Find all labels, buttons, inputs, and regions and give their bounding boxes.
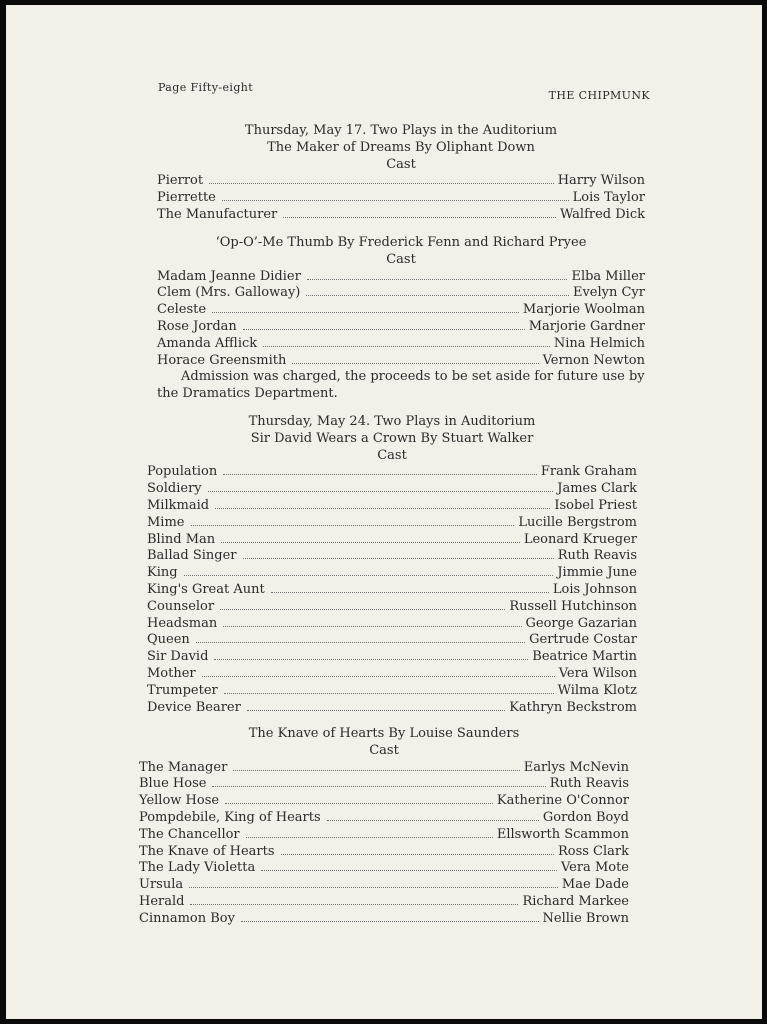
dot-leader (196, 638, 525, 643)
cast-row (139, 911, 629, 928)
actor-name: Elba Miller (571, 268, 645, 284)
actor-name: Frank Graham (540, 464, 637, 480)
cast-row (157, 269, 645, 286)
actor-name: Katherine O'Connor (496, 793, 629, 809)
program-op-o-me-thumb (157, 235, 645, 403)
actor-name: Ruth Reavis (557, 548, 637, 564)
document-page (6, 5, 762, 1019)
dot-leader (190, 900, 518, 905)
cast-list (157, 173, 645, 223)
actor-name: Vera Wilson (558, 665, 637, 681)
actor-name: Lucille Bergstrom (518, 514, 637, 530)
role-name: Blue Hose (139, 776, 207, 792)
role-name: The Lady Violetta (139, 860, 256, 876)
actor-name: Ellsworth Scammon (496, 826, 629, 842)
cast-label: Cast (386, 156, 416, 172)
dot-leader (215, 504, 550, 509)
role-name: Trumpeter (147, 682, 218, 698)
role-name: Headsman (147, 615, 218, 631)
role-name: Pierrette (157, 190, 216, 206)
actor-name: Marjorie Woolman (522, 302, 645, 318)
dot-leader (221, 538, 520, 543)
role-name: Queen (147, 632, 190, 648)
dot-leader (214, 655, 528, 660)
dot-leader (184, 571, 554, 576)
actor-name: Kathryn Beckstrom (509, 699, 637, 715)
cast-row (157, 319, 645, 336)
role-name: Cinnamon Boy (139, 910, 235, 926)
program-sir-david (147, 414, 637, 716)
actor-name: Walfred Dick (559, 206, 645, 222)
cast-label: Cast (386, 251, 416, 267)
dot-leader (223, 622, 521, 627)
cast-list (147, 464, 637, 716)
program-date-heading: Thursday, May 24. Two Plays in Auditorium (248, 414, 536, 429)
cast-row (147, 464, 637, 481)
role-name: King (147, 565, 178, 581)
dot-leader (292, 359, 538, 364)
role-name: Soldiery (147, 481, 202, 497)
cast-label: Cast (377, 447, 407, 463)
cast-row (147, 700, 637, 717)
actor-name: James Clark (557, 481, 637, 497)
cast-row (157, 207, 645, 224)
actor-name: Harry Wilson (557, 173, 645, 189)
dot-leader (307, 275, 568, 280)
role-name: Celeste (157, 302, 207, 318)
cast-row (147, 481, 637, 498)
cast-row (139, 776, 629, 793)
program-knave-of-hearts (139, 726, 629, 928)
cast-row (139, 793, 629, 810)
cast-row (139, 827, 629, 844)
actor-name: Gertrude Costar (529, 632, 637, 648)
actor-name: Earlys McNevin (523, 759, 629, 775)
cast-row (147, 498, 637, 515)
cast-row (147, 683, 637, 700)
actor-name: Beatrice Martin (532, 649, 637, 665)
program-date-heading: Thursday, May 17. Two Plays in the Auditorium (244, 123, 558, 138)
cast-row (147, 565, 637, 582)
role-name: Ballad Singer (147, 548, 237, 564)
cast-row (147, 649, 637, 666)
play-title: Sir David Wears a Crown By Stuart Walker (250, 430, 534, 446)
dot-leader (271, 588, 549, 593)
role-name: The Chancellor (139, 826, 240, 842)
cast-label: Cast (369, 742, 399, 758)
role-name: Rose Jordan (157, 318, 237, 334)
cast-row (157, 302, 645, 319)
cast-row (157, 173, 645, 190)
actor-name: Jimmie June (557, 565, 637, 581)
actor-name: Vera Mote (560, 860, 629, 876)
dot-leader (209, 179, 554, 184)
role-name: The Knave of Hearts (139, 843, 275, 859)
dot-leader (223, 470, 537, 475)
actor-name: Nina Helmich (553, 335, 645, 351)
dot-leader (247, 706, 505, 711)
cast-row (147, 532, 637, 549)
actor-name: Nellie Brown (542, 910, 629, 926)
play-title: The Knave of Hearts By Louise Saunders (248, 726, 520, 741)
dot-leader (246, 833, 493, 838)
role-name: Counselor (147, 598, 215, 614)
actor-name: Wilma Klotz (557, 682, 637, 698)
dot-leader (327, 816, 539, 821)
cast-row (147, 666, 637, 683)
role-name: King's Great Aunt (147, 581, 265, 597)
dot-leader (283, 213, 556, 218)
dot-leader (212, 308, 519, 313)
actor-name: Richard Markee (522, 893, 629, 909)
role-name: Pompdebile, King of Hearts (139, 809, 321, 825)
actor-name: Vernon Newton (542, 352, 645, 368)
cast-row (139, 894, 629, 911)
role-name: Ursula (139, 877, 184, 893)
cast-row (147, 582, 637, 599)
dot-leader (208, 487, 554, 492)
cast-row (139, 844, 629, 861)
dot-leader (189, 883, 558, 888)
cast-row (139, 810, 629, 827)
dot-leader (220, 605, 505, 610)
actor-name: Lois Johnson (552, 581, 637, 597)
actor-name: Ross Clark (557, 843, 629, 859)
dot-leader (224, 689, 554, 694)
role-name: Blind Man (147, 531, 216, 547)
dot-leader (212, 782, 545, 787)
actor-name: Mae Dade (561, 877, 629, 893)
admission-note: Admission was charged, the proceeds to be set aside for future use by the Dramatics Department. (157, 369, 645, 402)
role-name: Clem (Mrs. Galloway) (157, 285, 301, 301)
dot-leader (243, 554, 554, 559)
actor-name: Gordon Boyd (542, 809, 629, 825)
role-name: The Manufacturer (157, 206, 278, 222)
play-title: The Maker of Dreams By Oliphant Down (267, 139, 535, 155)
dot-leader (241, 917, 539, 922)
role-name: Mother (147, 665, 196, 681)
role-name: Population (147, 464, 218, 480)
role-name: Mime (147, 514, 185, 530)
role-name: Milkmaid (147, 497, 210, 513)
role-name: Yellow Hose (139, 793, 220, 809)
role-name: Madam Jeanne Didier (157, 268, 301, 284)
actor-name: George Gazarian (525, 615, 637, 631)
actor-name: Leonard Krueger (523, 531, 637, 547)
actor-name: Evelyn Cyr (572, 285, 645, 301)
dot-leader (222, 196, 569, 201)
cast-row (139, 860, 629, 877)
actor-name: Lois Taylor (572, 190, 645, 206)
actor-name: Isobel Priest (554, 497, 637, 513)
dot-leader (306, 291, 569, 296)
actor-name: Ruth Reavis (549, 776, 629, 792)
role-name: The Manager (139, 759, 228, 775)
dot-leader (202, 672, 555, 677)
dot-leader (243, 325, 525, 330)
cast-list (139, 760, 629, 928)
cast-row (157, 285, 645, 302)
cast-row (157, 190, 645, 207)
role-name: Herald (139, 893, 185, 909)
dot-leader (191, 521, 515, 526)
page-number: Page Fifty-eight (158, 81, 254, 94)
actor-name: Russell Hutchinson (509, 598, 637, 614)
cast-row (157, 353, 645, 370)
role-name: Pierrot (157, 173, 204, 189)
actor-name: Marjorie Gardner (528, 318, 645, 334)
dot-leader (225, 799, 493, 804)
cast-row (147, 616, 637, 633)
dot-leader (281, 850, 554, 855)
publication-title: THE CHIPMUNK (548, 89, 650, 102)
play-title: ‘Op-O’-Me Thumb By Frederick Fenn and Richard Pryee (215, 235, 587, 250)
cast-row (147, 548, 637, 565)
cast-row (147, 632, 637, 649)
program-maker-of-dreams (157, 123, 645, 224)
cast-row (139, 877, 629, 894)
cast-row (139, 760, 629, 777)
cast-row (147, 515, 637, 532)
cast-row (147, 599, 637, 616)
role-name: Device Bearer (147, 699, 241, 715)
dot-leader (263, 342, 550, 347)
role-name: Sir David (147, 649, 209, 665)
cast-list (157, 269, 645, 370)
role-name: Horace Greensmith (157, 352, 287, 368)
dot-leader (233, 766, 519, 771)
role-name: Amanda Afflick (157, 335, 258, 351)
cast-row (157, 336, 645, 353)
dot-leader (261, 866, 557, 871)
